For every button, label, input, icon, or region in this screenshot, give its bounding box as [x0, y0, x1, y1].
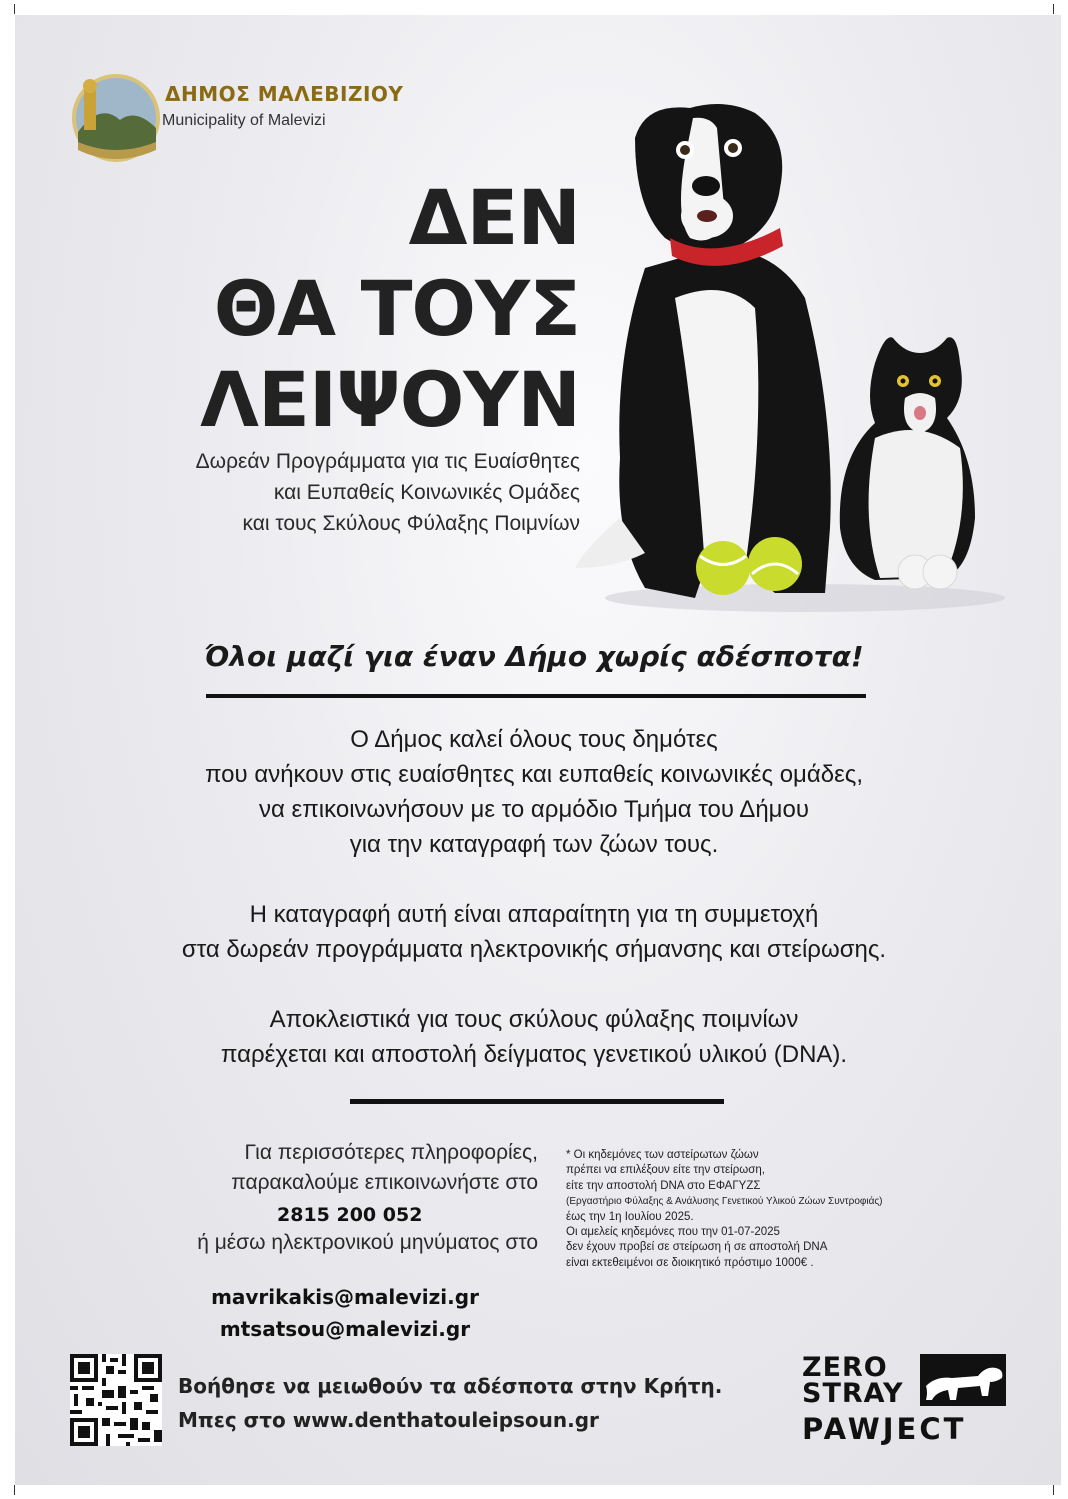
footnote-line: πρέπει να επιλέξουν είτε την στείρωση, — [566, 1164, 765, 1177]
crop-mark — [4, 4, 15, 14]
subtitle — [196, 446, 580, 539]
body-line: στα δωρεάν προγράμματα ηλεκτρονικής σήμανσης και στείρωσης. — [181, 936, 887, 963]
call-to-action — [178, 1369, 722, 1437]
divider — [350, 1099, 724, 1104]
body-line: να επικοινωνήσουν με το αρμόδιο Τμήμα του Δήμου — [259, 796, 809, 823]
municipality-logo — [70, 72, 404, 167]
divider — [206, 694, 866, 698]
contact-line: Για περισσότερες πληροφορίες, — [244, 1141, 538, 1164]
footnote-line: είναι εκτεθειμένοι σε διοικητικό πρόστιμο 1000€ . — [566, 1256, 814, 1269]
email-link[interactable]: mavrikakis@malevizi.gr — [211, 1285, 479, 1309]
logo-name-greek: ΔΗΜΟΣ ΜΑΛΕΒΙΖΙΟΥ — [165, 82, 404, 106]
brand-line: STRAY — [802, 1378, 904, 1409]
email-list — [195, 1281, 495, 1345]
headline-line: ΘΑ ΤΟΥΣ — [213, 264, 580, 353]
headline-line: ΛΕΙΨΟΥΝ — [200, 355, 580, 444]
footnote-line: Οι αμελείς κηδεμόνες που την 01-07-2025 — [566, 1226, 780, 1239]
contact-info — [197, 1138, 538, 1258]
brand-line: ZERO — [802, 1352, 888, 1383]
body-line: για την καταγραφή των ζώων τους. — [349, 831, 719, 858]
dog-silhouette-icon — [922, 1356, 1006, 1404]
subtitle-line: και Ευπαθείς Κοινωνικές Ομάδες — [273, 481, 580, 504]
body-line: Η καταγραφή αυτή είναι απαραίτητη για τη συμμετοχή — [249, 901, 819, 928]
qr-code-icon[interactable] — [70, 1354, 162, 1446]
crop-mark — [1053, 4, 1064, 14]
subtitle-line: και τους Σκύλους Φύλαξης Ποιμνίων — [242, 512, 580, 535]
cta-website-link[interactable]: Μπες στο www.denthatouleipsoun.gr — [178, 1408, 599, 1432]
footnote-line: (Εργαστήριο Φύλαξης & Ανάλυσης Γενετικού Υλικού Ζώων Συντροφιάς) — [566, 1196, 883, 1208]
contact-line: ή μέσω ηλεκτρονικού μηνύματος στο — [197, 1231, 538, 1254]
body-paragraph — [0, 1002, 1068, 1072]
body-paragraph — [0, 722, 1068, 862]
dog-and-cat-illustration — [575, 98, 1005, 618]
cta-line: Βοήθησε να μειωθούν τα αδέσποτα στην Κρήτη. — [178, 1374, 723, 1398]
email-link[interactable]: mtsatsou@malevizi.gr — [219, 1317, 471, 1341]
footnote-line: είτε την αποστολή DNA στο ΕΦΑΓΥΖΣ — [566, 1179, 761, 1192]
body-line: που ανήκουν στις ευαίσθητες και ευπαθείς κοινωνικές ομάδες, — [204, 761, 864, 788]
headline-line: ΔΕΝ — [408, 173, 580, 262]
logo-name-english: Municipality of Malevizi — [162, 112, 326, 129]
body-line: Αποκλειστικά για τους σκύλους φύλαξης ποιμνίων — [269, 1006, 799, 1033]
crop-mark — [1053, 1485, 1064, 1495]
footnote-line: δεν έχουν προβεί σε στείρωση ή σε αποστολή DNA — [566, 1241, 828, 1254]
body-paragraph — [0, 897, 1068, 967]
footnote-line: * Οι κηδεμόνες των αστείρωτων ζώων — [566, 1149, 759, 1161]
municipality-emblem-icon — [70, 72, 162, 164]
slogan: Όλοι μαζί για έναν Δήμο χωρίς αδέσποτα! — [204, 640, 864, 673]
footnote-line: έως την 1η Ιουλίου 2025. — [566, 1210, 694, 1223]
body-line: Ο Δήμος καλεί όλους τους δημότες — [350, 726, 718, 753]
headline — [200, 172, 580, 445]
brand-line: PAWJECT — [802, 1412, 967, 1446]
zero-stray-pawject-logo — [802, 1352, 1007, 1446]
crop-mark — [4, 1485, 15, 1495]
subtitle-line: Δωρεάν Προγράμματα για τις Ευαίσθητες — [195, 450, 580, 473]
phone-number[interactable]: 2815 200 052 — [277, 1204, 423, 1226]
body-line: παρέχεται και αποστολή δείγματος γενετικού υλικού (DNA). — [220, 1041, 848, 1068]
footnote — [566, 1148, 883, 1271]
contact-line: παρακαλούμε επικοινωνήστε στο — [231, 1171, 538, 1194]
